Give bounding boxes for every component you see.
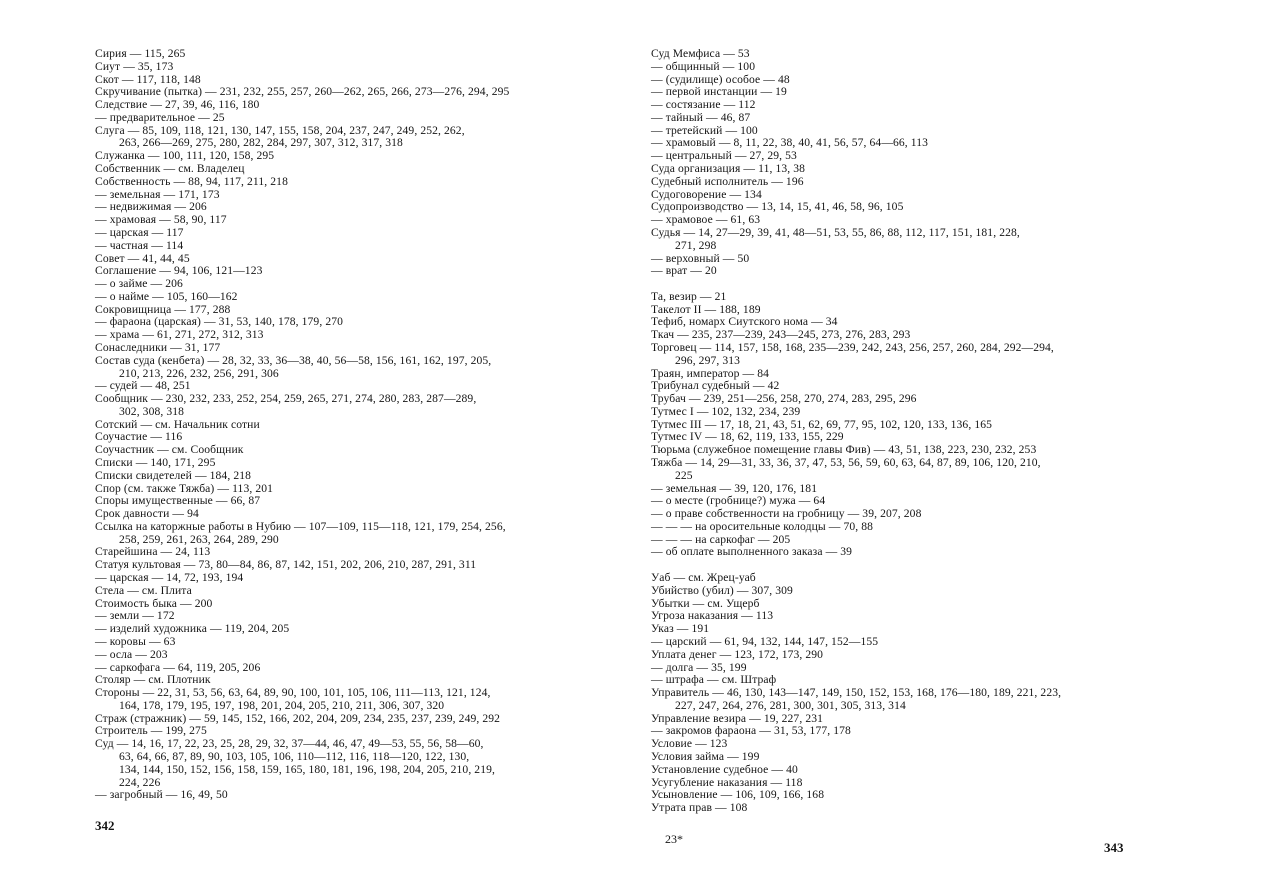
index-entry: Тефиб, номарх Сиутского нома — 34 xyxy=(651,315,838,329)
index-entry: Торговец — 114, 157, 158, 168, 235—239, 242, 243, 256, 257, 260, 284, 292—294, xyxy=(651,340,1054,354)
index-entry: — коровы — 63 xyxy=(95,634,176,648)
index-entry: Судоговорение — 134 xyxy=(651,187,762,201)
index-entry: — недвижимая — 206 xyxy=(95,200,207,214)
index-entry: Сиут — 35, 173 xyxy=(95,59,174,73)
index-entry: Столяр — см. Плотник xyxy=(95,673,211,687)
index-entry: — тайный — 46, 87 xyxy=(651,110,751,124)
index-entry: Сокровищница — 177, 288 xyxy=(95,302,231,316)
index-entry: Ткач — 235, 237—239, 243—245, 273, 276, 283, 293 xyxy=(651,328,911,342)
index-entry-continuation: 164, 178, 179, 195, 197, 198, 201, 204, 205, 210, 211, 306, 307, 320 xyxy=(119,698,445,712)
index-entry: — земельная — 39, 120, 176, 181 xyxy=(651,481,818,495)
index-entry: Списки свидетелей — 184, 218 xyxy=(95,468,252,482)
index-entry: Усугубление наказания — 118 xyxy=(651,775,803,789)
index-entry: Строитель — 199, 275 xyxy=(95,724,207,738)
index-entry: Сообщник — 230, 232, 233, 252, 254, 259, 265, 271, 274, 280, 283, 287—289, xyxy=(95,392,477,406)
index-entry-continuation: 210, 213, 226, 232, 256, 291, 306 xyxy=(119,366,279,380)
index-entry: Состав суда (кенбета) — 28, 32, 33, 36—38, 40, 56—58, 156, 161, 162, 197, 205, xyxy=(95,353,492,367)
index-entry: — царский — 61, 94, 132, 144, 147, 152—155 xyxy=(651,634,879,648)
index-entry: Управитель — 46, 130, 143—147, 149, 150, 152, 153, 168, 176—180, 189, 221, 223, xyxy=(651,686,1062,700)
index-entry: Утрата прав — 108 xyxy=(651,801,748,815)
index-entry: Стела — см. Плита xyxy=(95,583,192,597)
index-entry: Ссылка на каторжные работы в Нубию — 107—109, 115—118, 121, 179, 254, 256, xyxy=(95,519,506,533)
index-entry: Угроза наказания — 113 xyxy=(651,609,774,623)
index-entry: Усыновление — 106, 109, 166, 168 xyxy=(651,788,825,802)
index-entry: Управление везира — 19, 227, 231 xyxy=(651,711,824,725)
index-entry: — об оплате выполненного заказа — 39 xyxy=(651,545,853,559)
index-entry: Суда организация — 11, 13, 38 xyxy=(651,162,806,176)
page-number-left: 342 xyxy=(95,818,115,833)
index-entry: — саркофага — 64, 119, 205, 206 xyxy=(95,660,261,674)
page-number-right: 343 xyxy=(1104,840,1124,855)
index-entry: Такелот II — 188, 189 xyxy=(651,302,761,316)
index-entry: — изделий художника — 119, 204, 205 xyxy=(95,622,290,636)
index-entry: Совет — 41, 44, 45 xyxy=(95,251,190,265)
index-entry: Судопроизводство — 13, 14, 15, 41, 46, 58, 96, 105 xyxy=(651,200,904,214)
index-entry: Суд Мемфиса — 53 xyxy=(651,47,750,60)
index-entry: Следствие — 27, 39, 46, 116, 180 xyxy=(95,98,260,112)
index-entry: — — — на оросительные колодцы — 70, 88 xyxy=(651,519,874,533)
index-entry: Тутмес III — 17, 18, 21, 43, 51, 62, 69, 77, 95, 102, 120, 133, 136, 165 xyxy=(651,417,993,431)
index-entry: — частная — 114 xyxy=(95,238,184,252)
index-entry-continuation: 227, 247, 264, 276, 281, 300, 301, 305, 313, 314 xyxy=(675,698,906,712)
index-entry: Установление судебное — 40 xyxy=(651,762,798,776)
index-entry: — (судилище) особое — 48 xyxy=(651,72,790,86)
index-entry: Скот — 117, 118, 148 xyxy=(95,72,201,86)
index-entry: — загробный — 16, 49, 50 xyxy=(95,788,228,802)
index-entry-continuation: 134, 144, 150, 152, 156, 158, 159, 165, 180, 181, 196, 198, 204, 205, 210, 219, xyxy=(119,762,496,776)
index-entry: Спор (см. также Тяжба) — 113, 201 xyxy=(95,481,274,495)
index-entry: — царская — 117 xyxy=(95,225,184,239)
signature-mark: 23* xyxy=(665,832,683,846)
index-entry: Сонаследники — 31, 177 xyxy=(95,340,221,354)
index-entry: — земельная — 171, 173 xyxy=(95,187,220,201)
index-entry-continuation: 271, 298 xyxy=(675,238,717,252)
index-entry-continuation: 224, 226 xyxy=(119,775,161,789)
index-entry: Тутмес I — 102, 132, 234, 239 xyxy=(651,404,801,418)
index-entry: Судебный исполнитель — 196 xyxy=(651,174,804,188)
index-entry: — храмовый — 8, 11, 22, 38, 40, 41, 56, 57, 64—66, 113 xyxy=(651,136,929,150)
index-entry: — центральный — 27, 29, 53 xyxy=(651,149,797,163)
index-entry: — о займе — 206 xyxy=(95,277,183,291)
index-entry: Соучастие — 116 xyxy=(95,430,183,444)
index-entry: Траян, император — 84 xyxy=(651,366,770,380)
index-entry: — судей — 48, 251 xyxy=(95,379,191,393)
index-entry: Собственник — см. Владелец xyxy=(95,162,245,176)
index-entry: Тутмес IV — 18, 62, 119, 133, 155, 229 xyxy=(651,430,844,444)
index-entry: Указ — 191 xyxy=(651,622,710,636)
index-entry: Уаб — см. Жрец-уаб xyxy=(651,571,756,585)
index-entry: Тюрьма (служебное помещение главы Фив) — 43, 51, 138, 223, 230, 232, 253 xyxy=(651,443,1037,457)
index-entry: Судья — 14, 27—29, 39, 41, 48—51, 53, 55, 86, 88, 112, 117, 151, 181, 228, xyxy=(651,225,1020,239)
index-entry: Сотский — см. Начальник сотни xyxy=(95,417,260,431)
index-entry-continuation: 258, 259, 261, 263, 264, 289, 290 xyxy=(119,532,279,546)
index-entry: — фараона (царская) — 31, 53, 140, 178, 179, 270 xyxy=(95,315,344,329)
index-entry: — предварительное — 25 xyxy=(95,110,225,124)
index-entry: — храмовая — 58, 90, 117 xyxy=(95,213,227,227)
index-entry: Убийство (убил) — 307, 309 xyxy=(651,583,793,597)
index-entry: Уплата денег — 123, 172, 173, 290 xyxy=(651,647,824,661)
index-entry: Старейшина — 24, 113 xyxy=(95,545,211,559)
index-entry: — первой инстанции — 19 xyxy=(651,85,787,99)
index-entry: Скручивание (пытка) — 231, 232, 255, 257, 260—262, 265, 266, 273—276, 294, 295 xyxy=(95,85,510,99)
index-entry: — состязание — 112 xyxy=(651,98,756,112)
right-page xyxy=(651,48,1136,815)
index-entry: Споры имущественные — 66, 87 xyxy=(95,494,261,508)
left-page xyxy=(95,48,605,802)
index-entry: Стороны — 22, 31, 53, 56, 63, 64, 89, 90, 100, 101, 105, 106, 111—113, 121, 124, xyxy=(95,686,491,700)
index-entry: Та, везир — 21 xyxy=(651,289,727,303)
index-entry: Условие — 123 xyxy=(651,737,728,751)
index-entry: — о найме — 105, 160—162 xyxy=(95,289,238,303)
index-entry-continuation: 302, 308, 318 xyxy=(119,404,185,418)
index-entry-continuation: 296, 297, 313 xyxy=(675,353,741,367)
index-entry: Суд — 14, 16, 17, 22, 23, 25, 28, 29, 32, 37—44, 46, 47, 49—53, 55, 56, 58—60, xyxy=(95,737,484,751)
index-entry: Стоимость быка — 200 xyxy=(95,596,213,610)
index-entry: — верховный — 50 xyxy=(651,251,750,265)
index-entry: — врат — 20 xyxy=(651,264,717,278)
index-entry-continuation: 225 xyxy=(675,468,693,482)
index-entry: Статуя культовая — 73, 80—84, 86, 87, 142, 151, 202, 206, 210, 287, 291, 311 xyxy=(95,558,477,572)
index-entry: Срок давности — 94 xyxy=(95,507,199,521)
index-entry: — — — на саркофаг — 205 xyxy=(651,532,791,546)
index-entry-continuation: 63, 64, 66, 87, 89, 90, 103, 105, 106, 110—112, 116, 118—120, 122, 130, xyxy=(119,749,470,763)
index-entry: Соглашение — 94, 106, 121—123 xyxy=(95,264,263,278)
index-entry: Условия займа — 199 xyxy=(651,750,760,763)
index-entry: — царская — 14, 72, 193, 194 xyxy=(95,571,244,585)
index-entry: — третейский — 100 xyxy=(651,123,758,137)
index-entry: — закромов фараона — 31, 53, 177, 178 xyxy=(651,724,851,738)
index-entry: Собственность — 88, 94, 117, 211, 218 xyxy=(95,174,288,188)
index-entry: — общинный — 100 xyxy=(651,59,756,73)
index-entry: — храмовое — 61, 63 xyxy=(651,213,761,227)
index-entry: — осла — 203 xyxy=(95,647,168,661)
index-entry: Соучастник — см. Сообщник xyxy=(95,443,244,457)
index-entry: Трибунал судебный — 42 xyxy=(651,379,780,393)
index-entry: — штрафа — см. Штраф xyxy=(651,673,777,687)
index-entry: Списки — 140, 171, 295 xyxy=(95,456,216,469)
index-entry: — долга — 35, 199 xyxy=(651,660,747,674)
index-entry: — о месте (гробнице?) мужа — 64 xyxy=(651,494,826,508)
index-entry: Слуга — 85, 109, 118, 121, 130, 147, 155, 158, 204, 237, 247, 249, 252, 262, xyxy=(95,123,465,137)
index-entry-continuation: 263, 266—269, 275, 280, 282, 284, 297, 307, 312, 317, 318 xyxy=(119,136,403,150)
index-entry: — храма — 61, 271, 272, 312, 313 xyxy=(95,328,264,342)
index-entry: Служанка — 100, 111, 120, 158, 295 xyxy=(95,149,275,163)
index-entry: Тяжба — 14, 29—31, 33, 36, 37, 47, 53, 56, 59, 60, 63, 64, 87, 89, 106, 120, 210, xyxy=(651,456,1041,470)
index-entry: Сирия — 115, 265 xyxy=(95,47,186,60)
index-entry: Трубач — 239, 251—256, 258, 270, 274, 283, 295, 296 xyxy=(651,392,917,406)
index-entry: Страж (стражник) — 59, 145, 152, 166, 202, 204, 209, 234, 235, 237, 239, 249, 292 xyxy=(95,711,501,725)
index-entry: — о праве собственности на гробницу — 39, 207, 208 xyxy=(651,507,922,521)
index-entry: Убытки — см. Ущерб xyxy=(651,596,760,610)
index-entry: — земли — 172 xyxy=(95,609,175,623)
